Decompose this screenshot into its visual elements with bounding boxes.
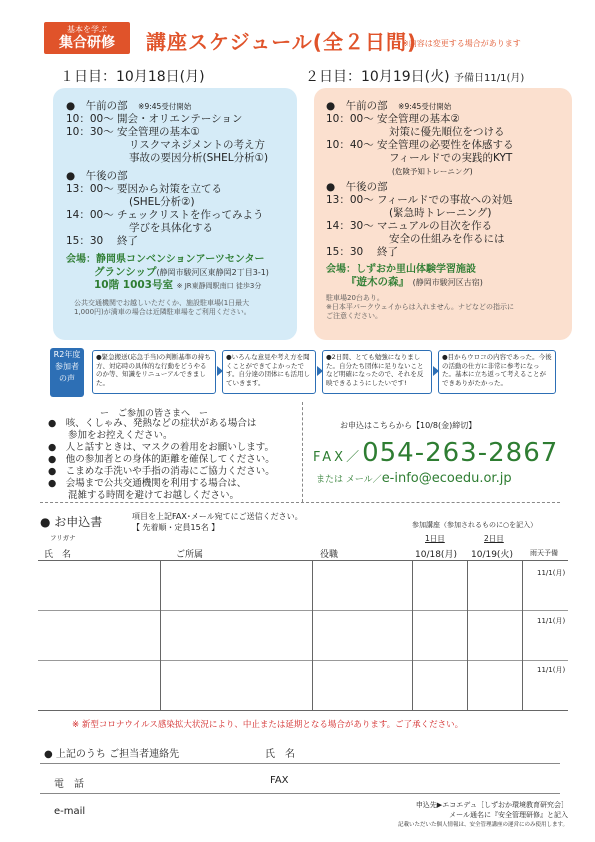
day2-kyt-note: (危険予知トレーニング): [392, 167, 473, 176]
contact-name-input[interactable]: [310, 742, 560, 760]
day2-parking-1: 駐車場20台あり。: [326, 294, 384, 302]
col-name: 氏 名: [44, 550, 72, 560]
day1-venue-label: 会場：静岡県コンベンションアーツセンター: [66, 254, 265, 265]
day2-heading-main: ２日目：10月19日(火): [305, 69, 450, 85]
phone-label: 電 話: [54, 779, 84, 790]
day2-heading: [305, 66, 524, 86]
spare-date-2: 11/1(月): [537, 617, 566, 625]
table-line: [38, 710, 568, 711]
notice-item-cont: 参加をお控えください。: [68, 430, 173, 441]
day2-morning-1: 10：00～ 安全管理の基本②: [326, 113, 460, 125]
table-col-line: [522, 560, 523, 710]
day1-afternoon-4: 学びを具体化する: [66, 222, 213, 234]
notices-heading: ー ご参加の皆さまへ ー: [100, 409, 209, 419]
day2-parking-3: ご注意ください。: [326, 312, 382, 320]
email-address[interactable]: または メール／e-info@ecoedu.or.jp: [316, 471, 512, 486]
day1-parking-2: 1,000円)が満車の場合は近隣駐車場をご利用ください。: [74, 308, 251, 316]
day1-morning-head: ● 午前の部 ※9:45受付開始: [66, 100, 192, 112]
notice-item: ● 会場まで公共交通機関を利用する場合は、: [48, 478, 247, 489]
email-input[interactable]: [100, 803, 330, 821]
voice-card-1: ●緊急搬送(応急手当)の判断基準の持ち方、対応時の具体的な行動をどうやるのか等、知識をリニューアルできました。: [92, 350, 216, 394]
table-col-line: [312, 560, 313, 710]
col-org: ご所属: [176, 550, 204, 560]
phone-input[interactable]: [100, 772, 260, 790]
voice-card-2: ●いろんな意見や考え方を聞くことができてよかったです。自分達の団体にも活用していきます。: [222, 350, 316, 394]
day1-afternoon-5: 15：30 終了: [66, 235, 139, 247]
notice-item-cont: 混雑する時間を避けてお越しください。: [68, 490, 240, 501]
application-title: ● お申込書: [40, 515, 103, 529]
day1-morning-4: 事故の要因分析(SHEL分析①): [66, 152, 269, 164]
day2-venue-name: 『遊木の森』 (静岡市駿河区古宿): [346, 276, 483, 288]
notices-list: [48, 418, 275, 502]
day2-spare-day: 予備日11/1(月): [454, 73, 525, 84]
name-input-1[interactable]: [45, 564, 161, 608]
change-note: ※内容は変更する場合があります: [402, 39, 521, 48]
course-badge: [44, 22, 130, 54]
day1-col-label: 1日目: [425, 534, 445, 543]
spare-date-1: 11/1(月): [537, 569, 566, 577]
badge-small-text: 基本を学ぶ: [67, 25, 107, 34]
row-line: [40, 793, 560, 794]
day1-content: [66, 100, 269, 317]
fax-input[interactable]: [300, 772, 560, 790]
day1-afternoon-3: 14：00～ チェックリストを作ってみよう: [66, 209, 264, 221]
badge-main-text: 集合研修: [59, 35, 115, 51]
day1-heading: １日目：10月18日(月): [60, 69, 205, 85]
application-instructions: 項目を上記FAX･メール宛てにご送信ください。 【 先着順・定員15名 】: [132, 512, 303, 532]
voices-label: R2年度 参加者 の声: [50, 348, 84, 397]
section-divider: [40, 502, 560, 503]
day2-col-label: 2日目: [484, 534, 504, 543]
day2-afternoon-5: 15：30 終了: [326, 246, 399, 258]
day2-morning-head: ● 午前の部 ※9:45受付開始: [326, 100, 452, 112]
day1-morning-3: リスクマネジメントの考え方: [66, 139, 265, 151]
name-input-3[interactable]: [45, 664, 161, 708]
contact-title: ● 上記のうち ご担当者連絡先: [44, 749, 180, 760]
contact-name-label: 氏 名: [265, 749, 295, 760]
day2-afternoon-3: 14：30～ マニュアルの目次を作る: [326, 220, 493, 232]
attend-note: 参加講座（参加されるものに○を記入）: [412, 521, 538, 529]
day2-content: [326, 100, 514, 321]
day2-morning-3: 10：40～ 安全管理の必要性を体感する: [326, 139, 514, 151]
col-spare: 雨天予備: [530, 549, 558, 557]
day1-parking-1: 公共交通機関でお越しいただくか、施設駐車場(1日最大: [74, 299, 250, 307]
day1-venue-name: グランシップ(静岡市駿河区東静岡2丁目3-1): [94, 266, 269, 278]
day2-morning-2: 対策に優先順位をつける: [326, 126, 505, 138]
org-input-3[interactable]: [162, 664, 310, 708]
day2-venue-label: 会場：しずおか里山体験学習施設: [326, 264, 476, 275]
day1-venue-room: 10階 1003号室 ※ JR東静岡駅南口 徒歩3分: [94, 279, 262, 291]
day2-afternoon-1: 13：00～ フィールドでの事故への対処: [326, 194, 513, 206]
furigana-label: フリガナ: [50, 534, 76, 542]
col-date2: 10/19(火): [471, 550, 513, 560]
role-input-1[interactable]: [314, 564, 410, 608]
section-divider: [302, 402, 303, 502]
voice-card-3: ●2日間、とても勉強になりました。自分たち団体に足りないことなど明確になったので、それを反映できるようにしたいです!: [322, 350, 432, 394]
table-col-line: [467, 560, 468, 710]
table-line: [38, 560, 568, 561]
table-col-line: [412, 560, 413, 710]
table-line: [38, 660, 568, 661]
spare-date-3: 11/1(月): [537, 666, 566, 674]
org-input-1[interactable]: [162, 564, 310, 608]
notice-item: ● 咳、くしゃみ、発熱などの症状がある場合は: [48, 418, 257, 429]
day2-afternoon-4: 安全の仕組みを作るには: [326, 233, 505, 245]
day1-afternoon-head: ● 午後の部: [66, 170, 128, 182]
row-line: [40, 763, 560, 764]
email-label: e-mail: [54, 806, 86, 817]
day1-morning-2: 10：30～ 安全管理の基本①: [66, 126, 200, 138]
notice-item: ● 他の参加者との身体的距離を確保してください。: [48, 454, 275, 465]
notice-item: ● 人と話すときは、マスクの着用をお願いします。: [48, 442, 275, 453]
day2-morning-4: フィールドでの実践的KYT: [326, 152, 513, 164]
fax-number: FAX／054-263-2867: [313, 438, 559, 468]
page-title: 講座スケジュール(全２日間): [146, 30, 418, 54]
col-date1: 10/18(月): [415, 550, 457, 560]
notice-item: ● こまめな手洗いや手指の消毒にご協力ください。: [48, 466, 275, 477]
day2-parking-2: ※日本平パークウェイからは入れません。ナビなどの指示に: [326, 303, 515, 311]
role-input-2[interactable]: [314, 614, 410, 658]
deadline-note: お申込はこちらから【10/8(金)締切】: [340, 421, 477, 430]
day1-afternoon-2: (SHEL分析②): [66, 196, 195, 208]
name-input-2[interactable]: [45, 614, 161, 658]
table-line: [38, 610, 568, 611]
footer-info: 申込先▶エコエデュ［しずおか環境教育研究会］ メール通名に『安全管理研修』と記入 記載いただいた個人情報は、安全管理講座の運営にのみ使用します。: [397, 801, 568, 828]
day1-morning-1: 10：00～ 開会・オリエンテーション: [66, 113, 243, 125]
cancellation-note: ※ 新型コロナウイルス感染拡大状況により、中止または延期となる場合があります。ご了承ください。: [72, 720, 464, 730]
fax-label: FAX: [270, 775, 289, 786]
role-input-3[interactable]: [314, 664, 410, 708]
voice-card-4: ●目からウロコの内容であった。今後の活動の仕方に非常に参考になった。基本に立ち返って考えることができありがたかった。: [438, 350, 556, 394]
day1-afternoon-1: 13：00～ 要因から対策を立てる: [66, 183, 223, 195]
day2-afternoon-2: (緊急時トレーニング): [326, 207, 492, 219]
col-role: 役職: [320, 550, 339, 560]
day2-afternoon-head: ● 午後の部: [326, 181, 388, 193]
org-input-2[interactable]: [162, 614, 310, 658]
